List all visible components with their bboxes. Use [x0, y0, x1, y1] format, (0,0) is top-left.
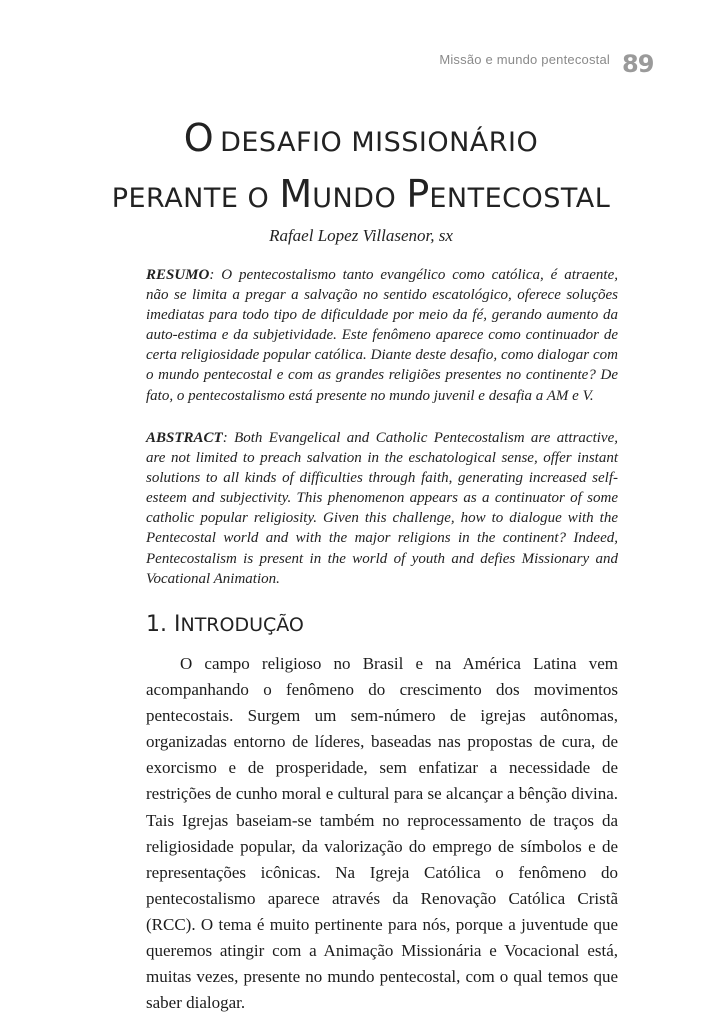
- title-part-c: UNDO: [312, 183, 397, 214]
- title-part-a: PERANTE O: [111, 183, 270, 214]
- section-title: NTRODUÇÃO: [180, 614, 304, 636]
- section-number: 1. I: [146, 612, 181, 637]
- title-line-1: [0, 110, 722, 166]
- author: Rafael Lopez Villasenor, sx: [269, 226, 453, 245]
- article-title: [0, 110, 722, 222]
- title-initial: O: [183, 116, 214, 160]
- abstract-paragraph: [146, 428, 618, 589]
- resumo-paragraph: [146, 265, 618, 406]
- abstract-text: : Both Evangelical and Catholic Pentecostalism are attractive, are not limited to preach salvation in the eschatological sense, offer instant solutions to all kinds of difficulties through faith, generating increased self-esteem and subjectivity. This phenomenon appears as a continuator of some catholic popular religiosity. Given this challenge, how to dialogue with the Pentecostal world and with the major religions in the continent? Indeed, Pentecostalism is present in the world of youth and defies Missionary and Vocational Animation.: [146, 430, 618, 587]
- abstract-label: ABSTRACT: [146, 430, 223, 446]
- section-heading: [146, 612, 304, 637]
- resumo-text: : O pentecostalismo tanto evangélico como católica, é atraente, não se limita a pregar a salvação no sentido escatológico, oferece soluções imediatas para todo tipo de dificuldade por meio da fé, gerando aumento da auto-estima e da subjetividade. Este fenômeno aparece como continuador de certa religiosidade popular católica. Diante deste desafio, como dialogar com o mundo pentecostal e com as grandes religiões presentes no continente? De fato, o pentecostalismo está presente no mundo juvenil e desafia a AM e V.: [146, 267, 618, 404]
- title-rest: DESAFIO MISSIONÁRIO: [220, 127, 539, 158]
- title-line-2: [0, 166, 722, 222]
- title-cap-p: P: [406, 172, 430, 216]
- title-cap-m: M: [279, 172, 313, 216]
- running-head: Missão e mundo pentecostal: [439, 52, 610, 67]
- body-paragraph: O campo religioso no Brasil e na América Latina vem acompanhando o fenômeno do crescimento dos movimentos pentecostais. Surgem um sem-número de igrejas autônomas, organizadas entorno de líderes, baseadas nas propostas de cura, de exorcismo e de prosperidade, sem enfatizar a necessidade de restrições de cunho moral e cultural para se alcançar a bênção divina. Tais Igrejas baseiam-se também no reprocessamento de traços da religiosidade popular, da valorização do emprego de símbolos e de representações icônicas. Na Igreja Católica o fenômeno do pentecostalismo aparece através da Renovação Católica Cristã (RCC). O tema é muito pertinente para nós, porque a juventude que queremos atingir com a Animação Missionária e Vocacional está, muitas vezes, presente no mundo pentecostal, com o qual temos que saber dialogar.: [146, 654, 618, 1013]
- resumo-label: RESUMO: [146, 267, 210, 283]
- page-number: 89: [622, 50, 654, 78]
- title-part-e: ENTECOSTAL: [429, 183, 611, 214]
